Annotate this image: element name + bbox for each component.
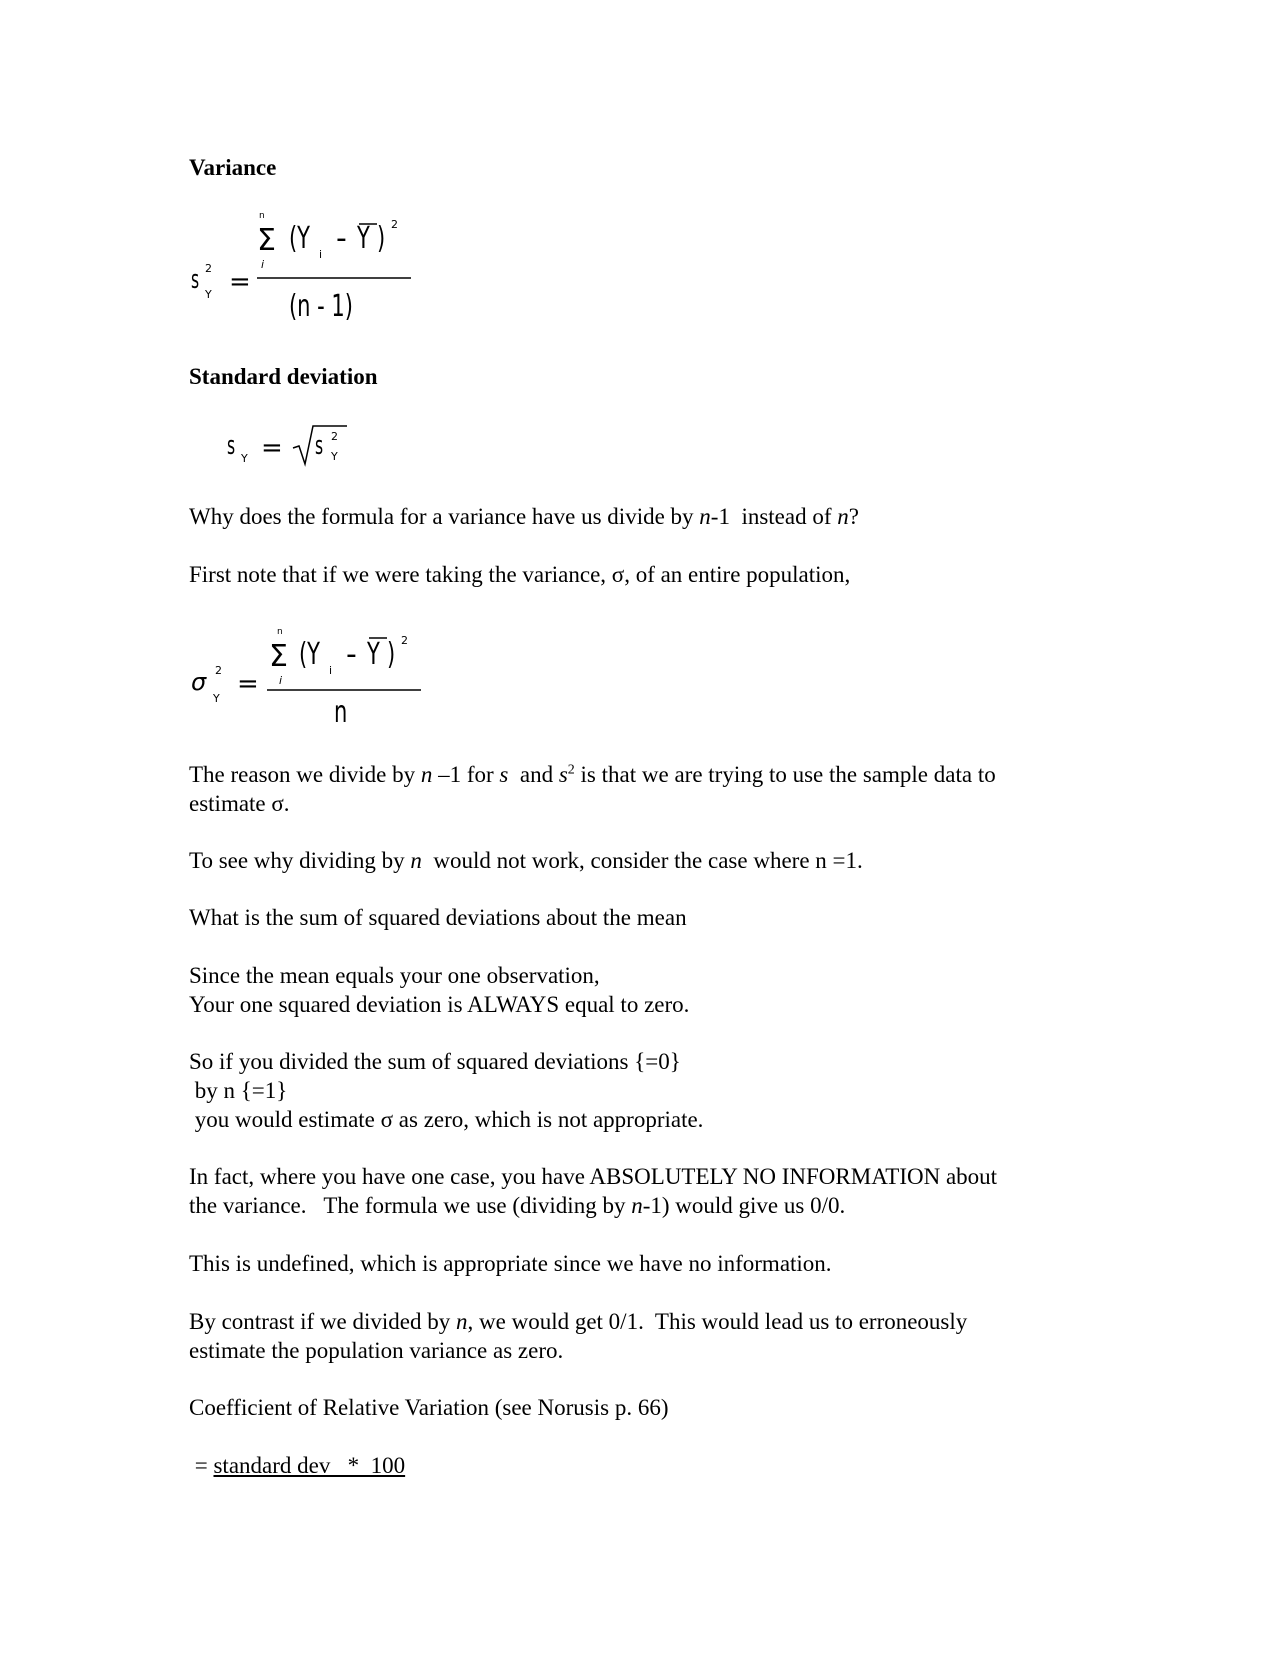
heading-variance: Variance bbox=[189, 155, 277, 180]
var-num-ybar: Y bbox=[357, 221, 370, 257]
paragraph-why-n-minus-1: Why does the formula for a variance have us divide by n-1 instead of n? bbox=[189, 504, 859, 529]
std-formula bbox=[225, 420, 355, 470]
variance-formula bbox=[189, 210, 419, 330]
paragraph-fact-line2: the variance. The formula we use (dividing by n-1) would give us 0/0. bbox=[189, 1193, 846, 1218]
paragraph-fact-line1: In fact, where you have one case, you have ABSOLUTELY NO INFORMATION about bbox=[189, 1164, 998, 1189]
var-denominator: (n - 1) bbox=[289, 289, 353, 325]
paragraph-coefficient-formula: = standard dev * 100 bbox=[189, 1453, 406, 1478]
var-sum-lower: i bbox=[261, 258, 265, 271]
paragraph-reason-line1: The reason we divide by n –1 for s and $s^2$ is that we are trying to use the sample data to bbox=[189, 762, 996, 787]
std-lhs: s bbox=[227, 430, 236, 462]
pop-lhs-sup: 2 bbox=[215, 664, 222, 677]
paragraph-divided-line2: by n {=1} bbox=[189, 1078, 288, 1103]
pop-lhs-sub: Y bbox=[213, 692, 220, 705]
var-sum-upper: n bbox=[259, 211, 265, 221]
pop-sum-symbol: Σ bbox=[269, 639, 288, 674]
paragraph-population-note: First note that if we were taking the variance, σ, of an entire population, bbox=[189, 562, 851, 587]
pop-denominator: n bbox=[334, 695, 348, 731]
var-sum-symbol: Σ bbox=[257, 223, 276, 258]
paragraph-dividing-by-n: To see why dividing by n would not work, consider the case where n =1. bbox=[189, 848, 863, 873]
paragraph-divided-line3: you would estimate σ as zero, which is not appropriate. bbox=[189, 1107, 704, 1132]
var-equals: = bbox=[229, 267, 251, 297]
paragraph-contrast-line2: estimate the population variance as zero. bbox=[189, 1338, 564, 1363]
paragraph-sum-squared: What is the sum of squared deviations about the mean bbox=[189, 905, 687, 930]
pop-num-sub: i bbox=[329, 664, 333, 677]
std-lhs-sub: Y bbox=[241, 452, 248, 465]
pop-sum-upper: n bbox=[277, 627, 283, 637]
paragraph-undefined: This is undefined, which is appropriate since we have no information. bbox=[189, 1251, 832, 1276]
paragraph-reason-line2: estimate σ. bbox=[189, 791, 290, 816]
pop-num-open: (Y bbox=[299, 637, 321, 673]
var-num-sup: 2 bbox=[391, 218, 398, 231]
pop-equals: = bbox=[237, 669, 259, 699]
paragraph-mean-line2: Your one squared deviation is ALWAYS equal to zero. bbox=[189, 992, 690, 1017]
var-num-close: ) bbox=[377, 221, 386, 257]
var-lhs-sub: Y bbox=[205, 288, 212, 301]
paragraph-mean-line1: Since the mean equals your one observation, bbox=[189, 963, 600, 988]
pop-num-minus: - bbox=[346, 637, 357, 672]
paragraph-contrast-line1: By contrast if we divided by n, we would get 0/1. This would lead us to erroneously bbox=[189, 1309, 968, 1334]
pop-num-ybar: Y bbox=[367, 637, 380, 673]
population-formula bbox=[189, 618, 429, 731]
paragraph-divided-line1: So if you divided the sum of squared deviations {=0} bbox=[189, 1049, 681, 1074]
pop-sum-lower: i bbox=[279, 674, 283, 687]
std-radicand: s bbox=[315, 430, 324, 462]
var-lhs: s bbox=[190, 264, 200, 296]
heading-std-dev: Standard deviation bbox=[189, 364, 378, 389]
pop-num-close: ) bbox=[387, 637, 396, 673]
pop-num-sup: 2 bbox=[401, 634, 408, 647]
pop-lhs: σ bbox=[191, 668, 207, 696]
std-rad-sub: Y bbox=[331, 450, 338, 463]
var-num-open: (Y bbox=[289, 221, 311, 257]
std-rad-sup: 2 bbox=[331, 430, 338, 443]
std-equals: = bbox=[261, 433, 283, 463]
var-lhs-sup: 2 bbox=[205, 262, 212, 275]
var-num-minus: - bbox=[336, 221, 347, 256]
paragraph-coefficient: Coefficient of Relative Variation (see Norusis p. 66) bbox=[189, 1395, 669, 1420]
var-num-sub: i bbox=[319, 248, 323, 261]
